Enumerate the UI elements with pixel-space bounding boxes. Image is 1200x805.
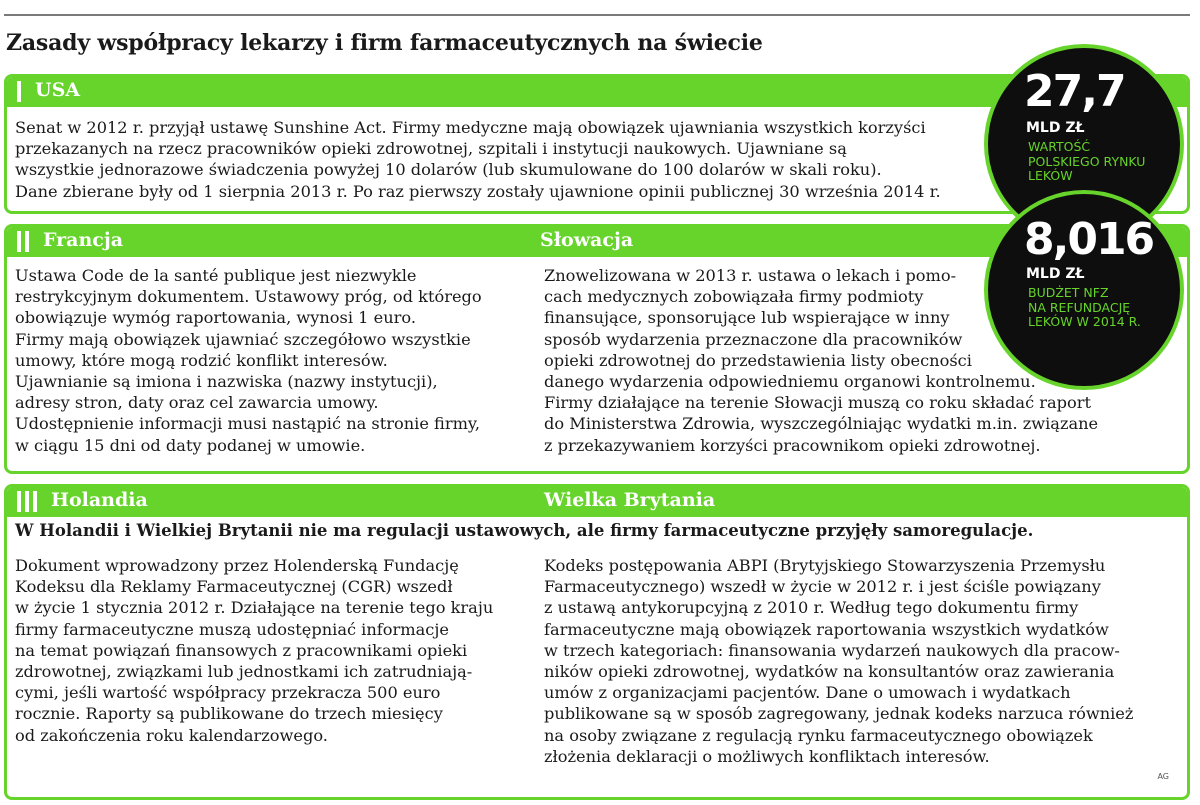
roman-numeral-one xyxy=(17,81,21,102)
text-line: w ciągu 15 dni od daty podanej w umowie. xyxy=(15,435,366,455)
text-line: Udostępnienie informacji musi nastąpić na stronie firmy, xyxy=(15,414,481,434)
text-line: złożenia deklaracji o możliwych konfliktach interesów. xyxy=(544,746,990,766)
text-line: firmy farmaceutyczne muszą udostępniać informacje xyxy=(15,619,449,639)
text-line: opieki zdrowotnej do przedstawienia listy obecności xyxy=(544,350,972,370)
text-line: cymi, jeśli wartość współpracy przekracza 500 euro xyxy=(15,683,441,703)
section-lead: W Holandii i Wielkiej Brytanii nie ma regulacji ustawowych, ale firmy farmaceutyczne przyjęły samoregulacje. xyxy=(15,521,1034,540)
text-line: Ustawa Code de la santé publique jest niezwykle xyxy=(15,266,417,285)
text-line: rocznie. Raporty są publikowane do trzech miesięcy xyxy=(15,704,443,724)
text-line: umów z organizacjami pacjentów. Dane o umowach i wydatkach xyxy=(544,683,1071,703)
text-line: Kodeksu dla Reklamy Farmaceutycznej (CGR) wszedł xyxy=(15,577,453,597)
stat-value: 8,016 xyxy=(1024,214,1154,265)
text-line: ników opieki zdrowotnej, wydatków na konsultantów oraz zawierania xyxy=(544,662,1115,682)
top-rule xyxy=(4,14,1190,16)
text-line: Dane zbierane były od 1 sierpnia 2013 r. Po raz pierwszy zostały ujawnione opinii publicznej 30 września 2014 r. xyxy=(15,181,941,201)
roman-numeral-three xyxy=(17,491,37,512)
text-line: na osoby związane z regulacją rynku farmaceutycznego obowiązek xyxy=(544,725,1093,745)
text-line: w trzech kategoriach: finansowania wydarzeń naukowych dla pracow- xyxy=(544,640,1120,660)
stat-value: 27,7 xyxy=(1024,66,1125,117)
text-line: wszystkie jednorazowe świadczenia powyżej 10 dolarów (lub skumulowane do 100 dolarów w skali roku). xyxy=(15,160,882,180)
text-line: przekazanych na rzecz pracowników opieki zdrowotnej, szpitali i instytucji naukowych. Ujawniane są xyxy=(15,139,847,159)
text-line: Farmaceutycznego) wszedł w życie w 2012 r. i jest ściśle powiązany xyxy=(544,577,1101,597)
author-credit: AG xyxy=(1157,772,1169,781)
section-heading-netherlands: Holandia xyxy=(51,489,148,511)
text-line: do Ministerstwa Zdrowia, wyszczególniając wydatki m.in. związane xyxy=(544,414,1099,434)
text-line: farmaceutyczne mają obowiązek raportowania wszystkich wydatków xyxy=(544,619,1109,639)
text-line: Znowelizowana w 2013 r. ustawa o lekach i pomo- xyxy=(544,266,957,285)
section-heading-uk: Wielka Brytania xyxy=(544,489,716,511)
france-text xyxy=(15,265,482,456)
stat-description: WARTOŚĆ POLSKIEGO RYNKU LEKÓW xyxy=(1028,139,1146,183)
text-line: Firmy mają obowiązek ujawniać szczegółowo wszystkie xyxy=(15,329,471,349)
text-line: w życie 1 stycznia 2012 r. Działające na terenie tego kraju xyxy=(15,598,494,618)
text-line: z przekazywaniem korzyści pracownikom opieki zdrowotnej. xyxy=(544,435,1041,455)
stat-circle-nfz-budget xyxy=(984,190,1184,390)
text-line: z ustawą antykorupcyjną z 2010 r. Według tego dokumentu firmy xyxy=(544,598,1079,618)
text-line: danego wydarzenia odpowiedniemu organowi kontrolnemu. xyxy=(544,372,1036,392)
text-line: Ujawnianie są imiona i nazwiska (nazwy instytucji), xyxy=(15,372,438,392)
text-line: od zakończenia roku kalendarzowego. xyxy=(15,725,328,745)
stat-description: BUDŻET NFZ NA REFUNDACJĘ LEKÓW W 2014 R. xyxy=(1028,285,1141,329)
text-line: Kodeks postępowania ABPI (Brytyjskiego Stowarzyszenia Przemysłu xyxy=(544,556,1106,575)
text-line: Firmy działające na terenie Słowacji muszą co roku składać raport xyxy=(544,393,1092,413)
section-heading-france: Francja xyxy=(43,229,124,251)
netherlands-text xyxy=(15,555,493,746)
text-line: Senat w 2012 r. przyjął ustawę Sunshine Act. Firmy medyczne mają obowiązek ujawniania wszystkich korzyści xyxy=(15,118,926,137)
text-line: publikowane są w sposób zagregowany, jednak kodeks narzuca również xyxy=(544,704,1134,724)
text-line: adresy stron, daty oraz cel zawarcia umowy. xyxy=(15,393,379,413)
text-line: umowy, które mogą rodzić konflikt interesów. xyxy=(15,350,388,370)
stat-unit: MLD ZŁ xyxy=(1026,266,1085,282)
section-heading-usa: USA xyxy=(35,79,81,101)
text-line: finansujące, sponsorujące lub wspierające w inny xyxy=(544,308,950,328)
section-header-bar xyxy=(7,487,1187,517)
stat-unit: MLD ZŁ xyxy=(1026,120,1085,136)
text-line: cach medycznych zobowiązała firmy podmioty xyxy=(544,287,924,307)
text-line: na temat powiązań finansowych z pracownikami opieki xyxy=(15,640,468,660)
usa-text xyxy=(15,117,941,202)
text-line: zdrowotnej, związkami lub jednostkami ich zatrudniają- xyxy=(15,662,473,682)
text-line: Dokument wprowadzony przez Holenderską Fundację xyxy=(15,556,459,575)
text-line: sposób wydarzenia przeznaczone dla pracowników xyxy=(544,329,963,349)
page-title: Zasady współpracy lekarzy i firm farmaceutycznych na świecie xyxy=(6,30,763,56)
text-line: obowiązuje wymóg raportowania, wynosi 1 euro. xyxy=(15,308,416,328)
section-netherlands-uk xyxy=(4,484,1190,800)
section-heading-slovakia: Słowacja xyxy=(540,229,634,251)
roman-numeral-two xyxy=(17,231,29,252)
uk-text xyxy=(544,555,1133,767)
text-line: restrykcyjnym dokumentem. Ustawowy próg, od którego xyxy=(15,287,482,307)
